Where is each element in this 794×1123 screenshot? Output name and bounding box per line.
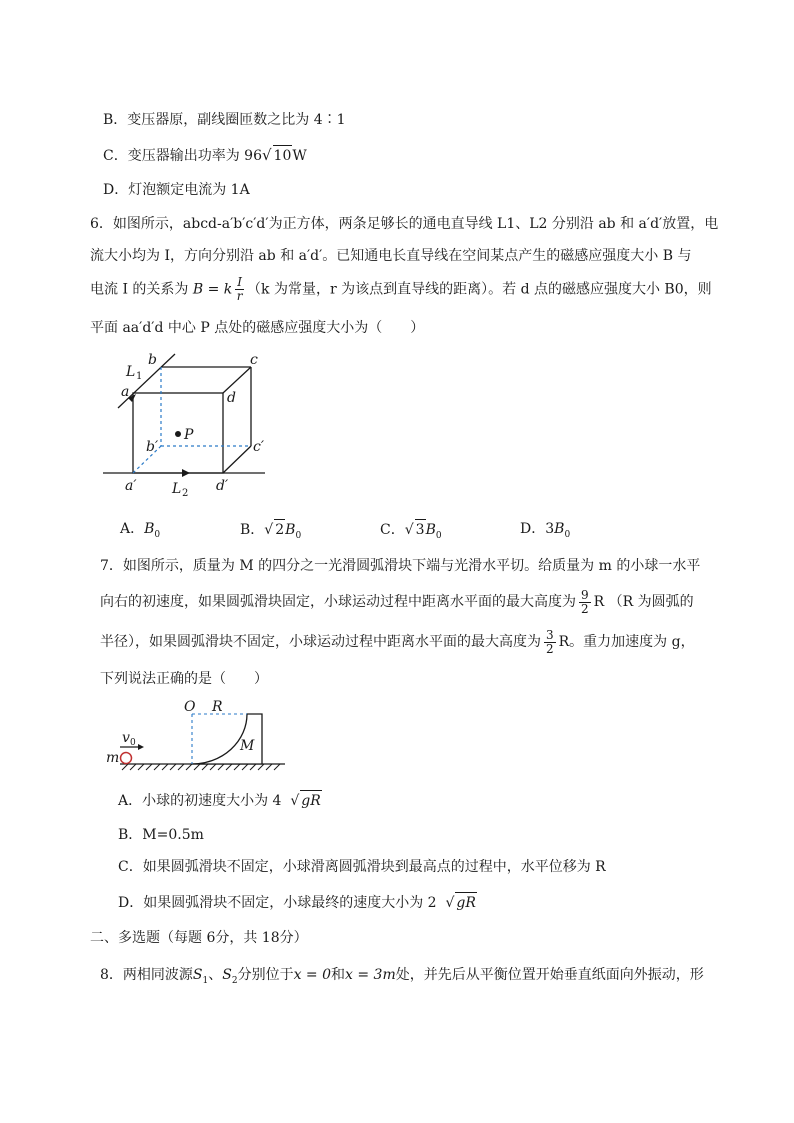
q6-stem-line3: 电流 I 的关系为 B = k $\frac{I}{r}$ （k 为常量，r 为该点到直导线的距离）。若 d 点的磁感应强度大小 B0，则	[90, 275, 712, 303]
q7-arc-figure	[100, 694, 290, 774]
svg-text:0: 0	[130, 738, 136, 748]
label-ball-m: m	[106, 750, 120, 766]
label-p: P	[184, 427, 194, 443]
q6-option-a: A．$B_0$	[120, 521, 161, 540]
label-b-prime: b′	[146, 439, 159, 455]
label-l1: L	[126, 364, 136, 380]
label-block-m: M	[240, 738, 255, 754]
label-c-prime: c′	[253, 439, 265, 455]
q6-stem-line1: 6．如图所示，abcd-a′b′c′d′为正方体，两条足够长的通电直导线 L1、L2 分别沿 ab 和 a′d′放置，电	[90, 216, 719, 232]
label-v0: v	[122, 730, 130, 746]
q5-option-d: D．灯泡额定电流为 1A	[103, 182, 250, 198]
section-heading-multiple-choice: 二、多选题（每题 6分，共 18分）	[90, 930, 308, 946]
q6-stem-line2: 流大小均为 I，方向分别沿 ab 和 a′d′。已知通电长直导线在空间某点产生的磁感应强度大小 B 与	[90, 248, 692, 264]
q8-stem: 8．两相同波源$S_1$、$S_2$分别位于x = 0和x = 3m处，并先后从平衡位置开始垂直纸面向外振动，形	[100, 967, 704, 986]
q6-stem-line4: 平面 aa′d′d 中心 P 点处的磁感应强度大小为（ ）	[90, 320, 425, 336]
q7-option-d: D．如果圆弧滑块不固定，小球最终的速度大小为 2 √ gR	[118, 892, 477, 913]
label-r: R	[212, 699, 223, 715]
q6-option-d: D．$3B_0$	[520, 521, 571, 540]
q6-option-b: B．√ $2B_0$	[240, 519, 301, 546]
q6-option-c: C．√ $3B_0$	[380, 519, 442, 546]
label-d-prime: d′	[216, 478, 229, 494]
q7-stem-line3: 半径），如果圆弧滑块不固定，小球运动过程中距离水平面的最大高度为 $\frac{3}{2}$ R。重力加速度为 g，	[100, 627, 695, 656]
q7-stem-line4: 下列说法正确的是（ ）	[100, 671, 268, 687]
svg-text:2: 2	[182, 488, 189, 498]
q5-option-c: C．变压器输出功率为 96√ 10W	[103, 146, 307, 164]
label-c: c	[250, 352, 258, 368]
label-o: O	[184, 699, 196, 715]
label-l2: L	[172, 481, 182, 497]
label-b: b	[148, 352, 157, 368]
q5-option-b: B．变压器原，副线圈匝数之比为 4∶1	[103, 112, 346, 128]
q7-stem-line1: 7．如图所示，质量为 M 的四分之一光滑圆弧滑块下端与光滑水平切。给质量为 m 的小球一水平	[100, 558, 701, 574]
svg-text:1: 1	[136, 371, 143, 382]
q7-option-c: C．如果圆弧滑块不固定，小球滑离圆弧滑块到最高点的过程中，水平位移为 R	[118, 859, 606, 875]
q7-option-b: B．M=0.5m	[118, 827, 204, 843]
q7-stem-line2: 向右的初速度，如果圆弧滑块固定，小球运动过程中距离水平面的最大高度为 $\frac{9}{2}$ R （R 为圆弧的	[100, 587, 694, 616]
label-d: d	[227, 390, 236, 406]
q6-cube-figure	[100, 348, 280, 498]
label-a-prime: a′	[125, 478, 137, 494]
q7-option-a: A．小球的初速度大小为 4 √ gR	[118, 790, 322, 811]
label-a: a	[121, 384, 130, 400]
